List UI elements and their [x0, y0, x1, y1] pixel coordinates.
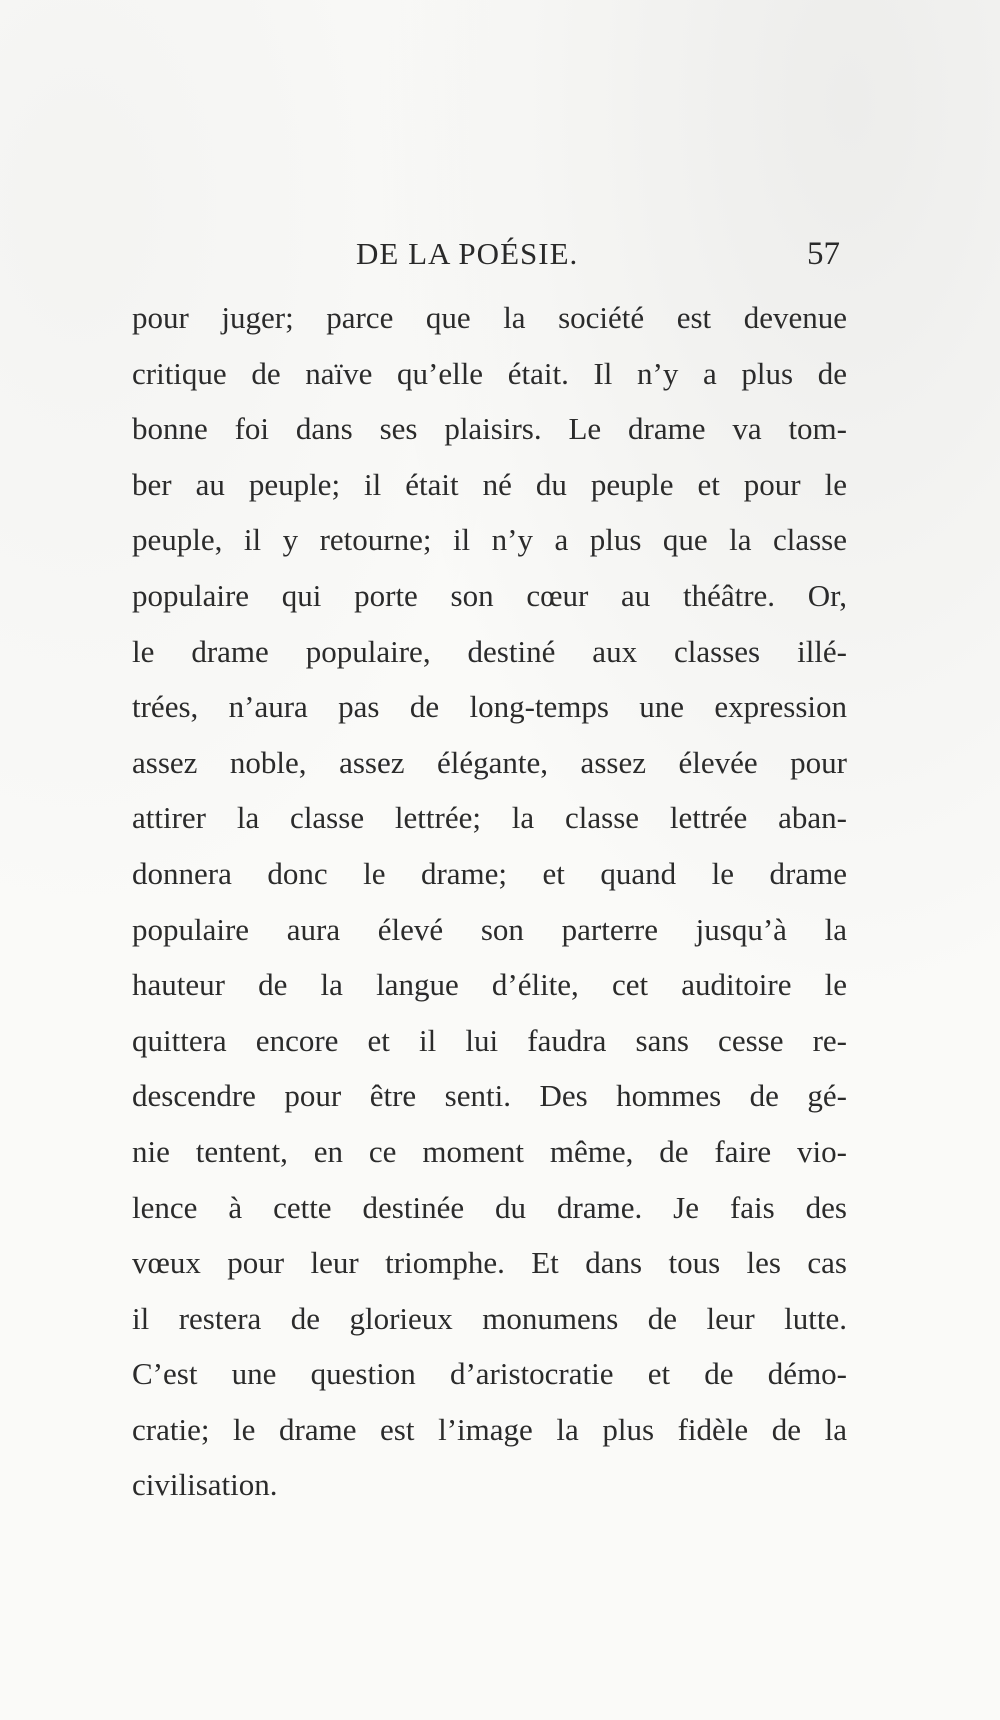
text-line: lence à cette destinée du drame. Je fais des — [132, 1189, 847, 1225]
text-line: il restera de glorieux monumens de leur lutte. — [132, 1300, 847, 1336]
text-line: vœux pour leur triomphe. Et dans tous les cas — [132, 1245, 847, 1281]
text-line: attirer la classe lettrée; la classe lettrée aban- — [132, 800, 847, 836]
text-line: populaire qui porte son cœur au théâtre. Or, — [132, 577, 847, 613]
text-line: critique de naïve qu’elle était. Il n’y a plus de — [132, 355, 847, 391]
text-line: civilisation. — [132, 1467, 278, 1503]
text-line: nie tentent, en ce moment même, de faire vio- — [132, 1133, 847, 1169]
text-line: populaire aura élevé son parterre jusqu’à la — [132, 911, 847, 947]
text-line: descendre pour être senti. Des hommes de gé- — [132, 1078, 847, 1114]
text-line: bonne foi dans ses plaisirs. Le drame va tom- — [132, 411, 847, 447]
text-line: trées, n’aura pas de long-temps une expression — [132, 689, 847, 725]
text-line: donnera donc le drame; et quand le drame — [132, 855, 847, 891]
page-number: 57 — [807, 236, 840, 272]
body-text — [132, 298, 847, 1521]
text-line: peuple, il y retourne; il n’y a plus que la classe — [132, 522, 847, 558]
text-line: cratie; le drame est l’image la plus fidèle de la — [132, 1411, 847, 1447]
text-line: quittera encore et il lui faudra sans cesse re- — [132, 1022, 847, 1058]
text-line: le drame populaire, destiné aux classes illé- — [132, 633, 847, 669]
text-line: C’est une question d’aristocratie et de démo- — [132, 1356, 847, 1392]
text-line: pour juger; parce que la société est devenue — [132, 300, 847, 335]
text-line: assez noble, assez élégante, assez élevée pour — [132, 744, 847, 780]
page-header — [130, 236, 850, 286]
text-line: ber au peuple; il était né du peuple et pour le — [132, 466, 847, 502]
running-head: DE LA POÉSIE. — [356, 236, 579, 271]
text-line: hauteur de la langue d’élite, cet auditoire le — [132, 967, 847, 1003]
